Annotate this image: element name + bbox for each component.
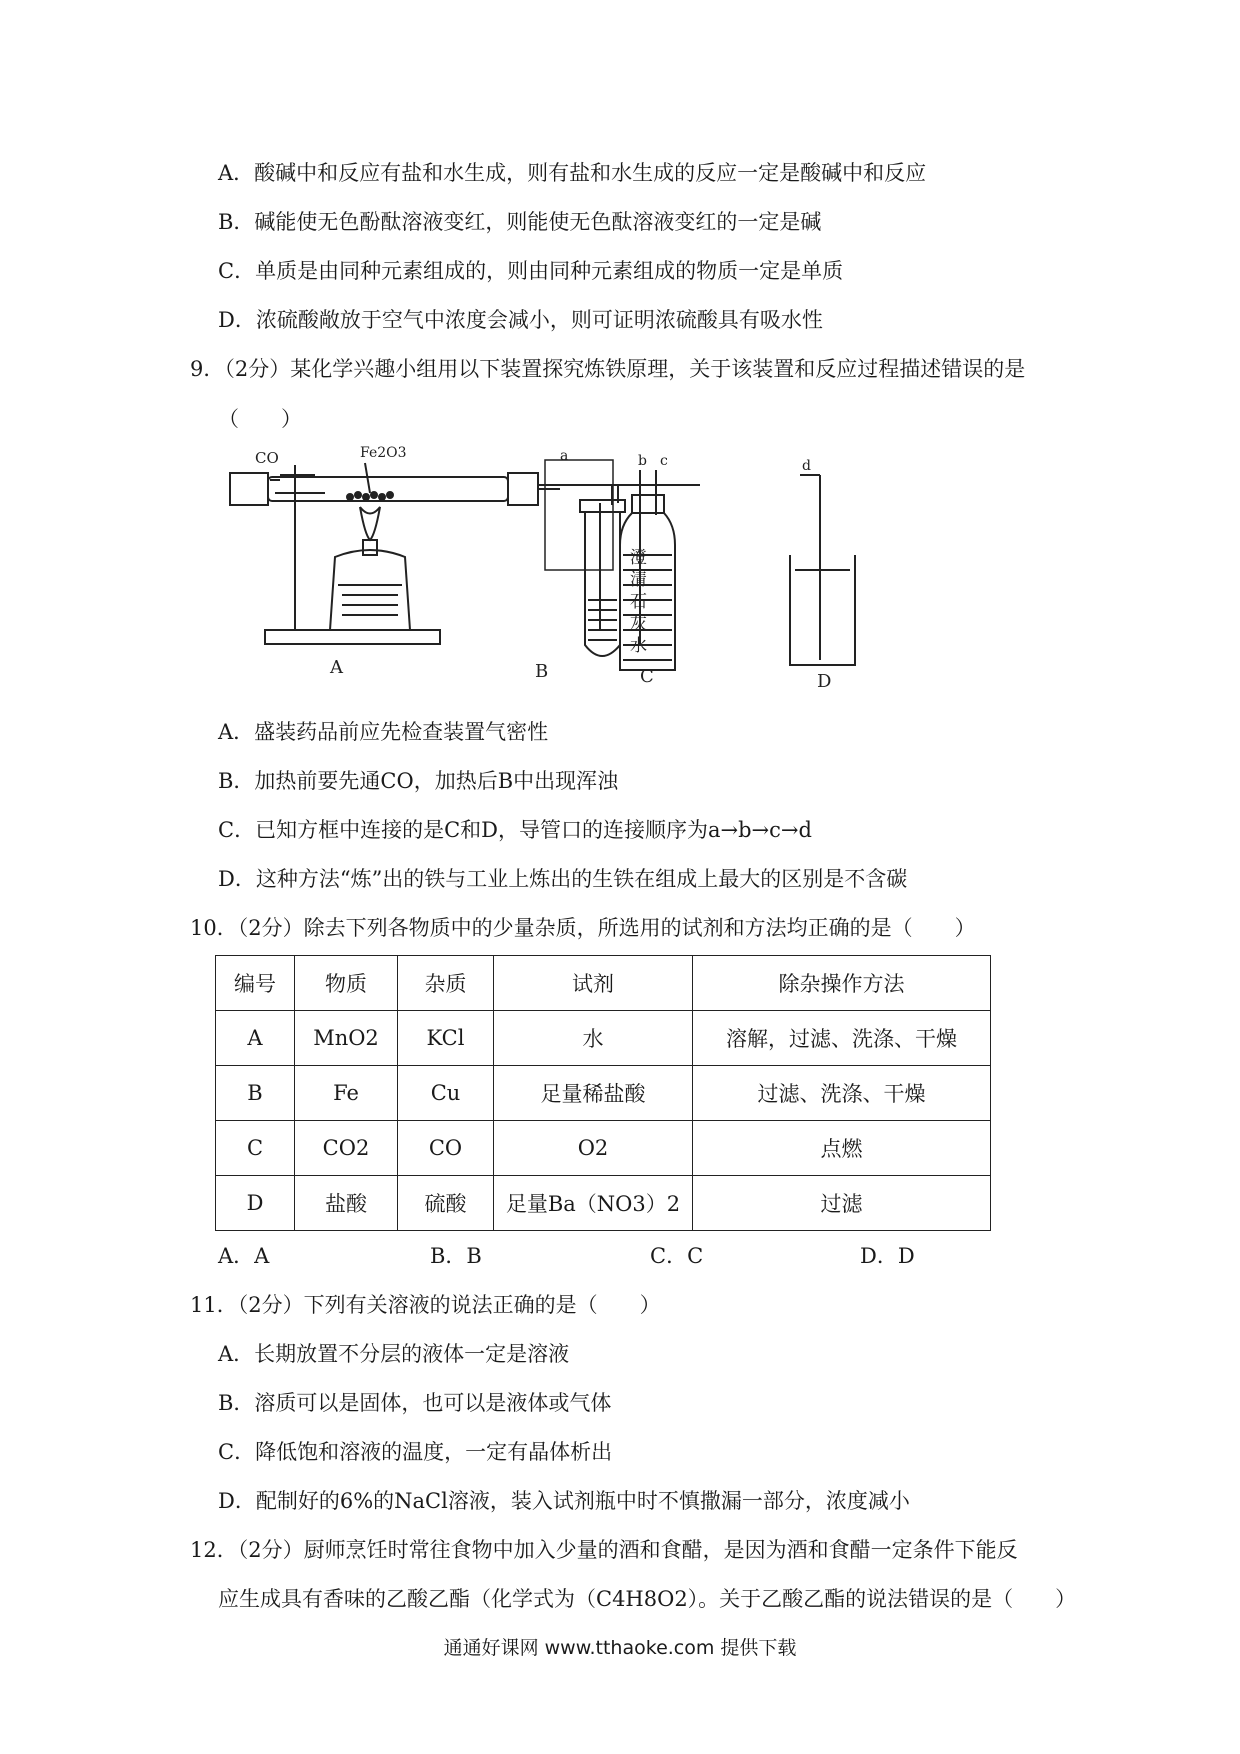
table-cell: O2	[494, 1121, 693, 1176]
table-cell: 过滤、洗涤、干燥	[693, 1066, 991, 1121]
port-c-label: c	[660, 453, 668, 469]
port-a-label: a	[560, 448, 569, 464]
table-cell: KCl	[398, 1011, 494, 1066]
q10-stem: 10．（2分）除去下列各物质中的少量杂质，所选用的试剂和方法均正确的是（ ）	[190, 916, 976, 940]
q10-choice-b: B．B	[430, 1244, 482, 1268]
label-b: B	[535, 661, 549, 682]
label-c: C	[640, 666, 654, 687]
q8-option-b: B．碱能使无色酚酞溶液变红，则能使无色酞溶液变红的一定是碱	[218, 210, 822, 234]
table-cell: MnO2	[295, 1011, 398, 1066]
limewater-label	[630, 548, 647, 656]
table-cell: A	[216, 1011, 295, 1066]
table-header-row	[216, 956, 991, 1011]
table-cell: CO	[398, 1121, 494, 1176]
table-cell: C	[216, 1121, 295, 1176]
table-cell: 过滤	[693, 1176, 991, 1231]
apparatus-d	[790, 475, 855, 665]
q10-choice-c: C．C	[650, 1244, 704, 1268]
apparatus-b	[580, 500, 625, 656]
table-cell: 水	[494, 1011, 693, 1066]
svg-text:澄: 澄	[630, 548, 647, 568]
q9-stem: 9．（2分）某化学兴趣小组用以下装置探究炼铁原理，关于该装置和反应过程描述错误的是	[190, 357, 1026, 381]
table-row	[216, 1121, 991, 1176]
table-cell: 硫酸	[398, 1176, 494, 1231]
q9-option-d: D．这种方法“炼”出的铁与工业上炼出的生铁在组成上最大的区别是不含碳	[218, 867, 908, 891]
q9-option-b: B．加热前要先通CO，加热后B中出现浑浊	[218, 769, 619, 793]
table-header: 除杂操作方法	[693, 956, 991, 1011]
q11-option-d: D．配制好的6%的NaCl溶液，装入试剂瓶中时不慎撒漏一部分，浓度减小	[218, 1489, 910, 1513]
q9-answer-paren: （ ）	[218, 407, 302, 431]
svg-text:石: 石	[630, 592, 647, 612]
q8-option-c: C．单质是由同种元素组成的，则由同种元素组成的物质一定是单质	[218, 259, 844, 283]
q8-option-a: A．酸碱中和反应有盐和水生成，则有盐和水生成的反应一定是酸碱中和反应	[218, 161, 927, 185]
table-cell: B	[216, 1066, 295, 1121]
q12-stem-line-2: 应生成具有香味的乙酸乙酯（化学式为（C4H8O2）。关于乙酸乙酯的说法错误的是（ ）	[218, 1587, 1077, 1611]
port-d-label: d	[802, 458, 811, 474]
q9-option-a: A．盛装药品前应先检查装置气密性	[218, 720, 549, 744]
apparatus-a	[230, 463, 560, 644]
table-header: 物质	[295, 956, 398, 1011]
q11-stem: 11．（2分）下列有关溶液的说法正确的是（ ）	[190, 1293, 661, 1317]
label-d: D	[817, 671, 832, 692]
q9-option-c: C．已知方框中连接的是C和D，导管口的连接顺序为a→b→c→d	[218, 818, 812, 842]
table-cell: 足量稀盐酸	[494, 1066, 693, 1121]
q12-stem-line-1: 12．（2分）厨师烹饪时常往食物中加入少量的酒和食醋，是因为酒和食醋一定条件下能反	[190, 1538, 1018, 1562]
table-header: 杂质	[398, 956, 494, 1011]
svg-text:水: 水	[630, 636, 647, 656]
q11-option-c: C．降低饱和溶液的温度，一定有晶体析出	[218, 1440, 613, 1464]
label-a: A	[330, 657, 343, 678]
impurity-removal-table	[215, 955, 991, 1231]
svg-text:灰: 灰	[630, 614, 647, 634]
table-row	[216, 1066, 991, 1121]
q8-option-d: D．浓硫酸敞放于空气中浓度会减小，则可证明浓硫酸具有吸水性	[218, 308, 823, 332]
port-b-label: b	[638, 453, 647, 469]
q10-choice-d: D．D	[860, 1244, 915, 1268]
table-header: 试剂	[494, 956, 693, 1011]
q10-choice-a: A．A	[218, 1244, 270, 1268]
page-footer: 通通好课网 www.tthaoke.com 提供下载	[443, 1637, 797, 1659]
table-cell: 足量Ba（NO3）2	[494, 1176, 693, 1231]
table-cell: Fe	[295, 1066, 398, 1121]
apparatus-c	[620, 470, 675, 670]
table-cell: 溶解，过滤、洗涤、干燥	[693, 1011, 991, 1066]
table-header: 编号	[216, 956, 295, 1011]
table-cell: D	[216, 1176, 295, 1231]
iron-smelting-apparatus-figure	[220, 445, 980, 705]
table-cell: CO2	[295, 1121, 398, 1176]
table-cell: 点燃	[693, 1121, 991, 1176]
table-cell: 盐酸	[295, 1176, 398, 1231]
table-row	[216, 1176, 991, 1231]
table-cell: Cu	[398, 1066, 494, 1121]
q11-option-a: A．长期放置不分层的液体一定是溶液	[218, 1342, 570, 1366]
table-row	[216, 1011, 991, 1066]
q11-option-b: B．溶质可以是固体，也可以是液体或气体	[218, 1391, 612, 1415]
co-label: CO	[255, 449, 279, 467]
fe2o3-label: Fe2O3	[360, 445, 407, 461]
svg-text:清: 清	[630, 570, 647, 590]
connection-box	[545, 460, 613, 570]
